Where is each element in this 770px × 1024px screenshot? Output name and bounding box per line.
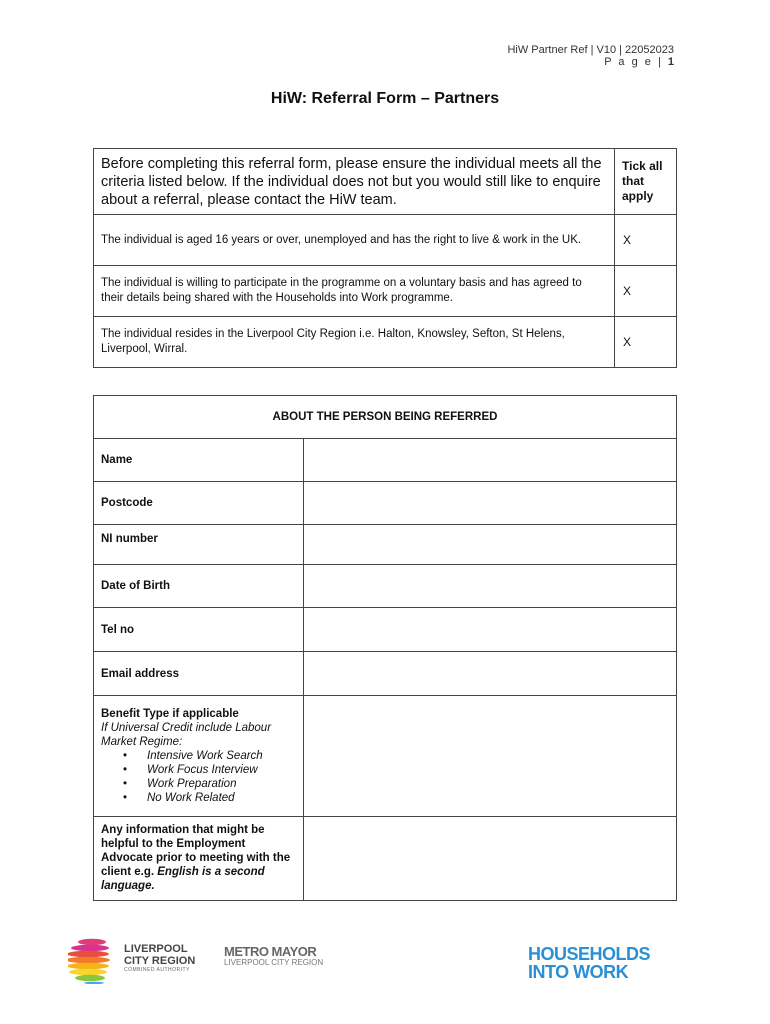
email-label: Email address: [94, 652, 304, 696]
benefit-label: [94, 696, 304, 817]
hiw-line2: INTO WORK: [528, 962, 629, 982]
lcr-logo-text: [124, 943, 195, 967]
postcode-field[interactable]: [304, 482, 677, 525]
benefit-field[interactable]: [304, 696, 677, 817]
metro-mayor-logo: METRO MAYOR: [224, 944, 317, 959]
criteria-tick[interactable]: X: [615, 215, 677, 266]
criteria-text: The individual is willing to participate in the programme on a voluntary basis and has agreed to their details being shared with the Households into Work programme.: [94, 266, 615, 317]
postcode-row: [94, 482, 677, 525]
dob-label: Date of Birth: [94, 565, 304, 608]
tick-all-header: Tick all that apply: [615, 149, 677, 215]
postcode-label: Postcode: [94, 482, 304, 525]
benefit-option: • No Work Related: [123, 791, 296, 805]
name-field[interactable]: [304, 439, 677, 482]
email-field[interactable]: [304, 652, 677, 696]
info-label: [94, 817, 304, 901]
criteria-tick[interactable]: X: [615, 317, 677, 368]
criteria-row: [94, 317, 677, 368]
criteria-row: [94, 266, 677, 317]
ni-number-field[interactable]: [304, 525, 677, 565]
info-prefix: Any information that might be helpful to the Employment Advocate prior to meeting with the client e.g.: [101, 824, 291, 878]
lcr-subtitle: COMBINED AUTHORITY: [124, 967, 190, 973]
page-number: [604, 56, 674, 68]
hiw-line1: HOUSEHOLDS: [528, 944, 651, 964]
email-row: [94, 652, 677, 696]
info-field[interactable]: [304, 817, 677, 901]
tel-field[interactable]: [304, 608, 677, 652]
criteria-row: [94, 215, 677, 266]
benefit-title: Benefit Type if applicable: [101, 708, 239, 720]
tel-row: [94, 608, 677, 652]
lcr-line2: CITY REGION: [124, 955, 196, 967]
eligibility-criteria-table: [93, 148, 677, 368]
name-row: [94, 439, 677, 482]
criteria-text: The individual resides in the Liverpool City Region i.e. Halton, Knowsley, Sefton, St Helens, Liverpool, Wirral.: [94, 317, 615, 368]
households-into-work-logo: [528, 945, 650, 981]
info-row: [94, 817, 677, 901]
tel-label: Tel no: [94, 608, 304, 652]
criteria-tick[interactable]: X: [615, 266, 677, 317]
criteria-intro: Before completing this referral form, please ensure the individual meets all the criteria listed below. If the individual does not but you would still like to enquire about a referral, please contact the HiW team.: [94, 149, 615, 215]
criteria-text: The individual is aged 16 years or over, unemployed and has the right to live & work in the UK.: [94, 215, 615, 266]
benefit-options: [101, 749, 296, 805]
benefit-option: • Work Focus Interview: [123, 763, 296, 777]
page-label: P a g e |: [604, 56, 663, 68]
criteria-header-row: [94, 149, 677, 215]
benefit-subtitle: If Universal Credit include Labour Market Regime:: [101, 722, 272, 748]
dob-field[interactable]: [304, 565, 677, 608]
info-example: English is a second language.: [101, 866, 265, 892]
section-header-row: [94, 396, 677, 439]
name-label: Name: [94, 439, 304, 482]
benefit-option: • Intensive Work Search: [123, 749, 296, 763]
form-title: HiW: Referral Form – Partners: [270, 90, 500, 107]
metro-mayor-subtitle: LIVERPOOL CITY REGION: [224, 958, 324, 967]
page-number-value: 1: [667, 56, 674, 68]
dob-row: [94, 565, 677, 608]
lcr-line1: LIVERPOOL: [124, 943, 188, 955]
liverpool-city-region-logo-icon: [68, 936, 118, 984]
document-reference: HiW Partner Ref | V10 | 22052023: [507, 44, 674, 56]
ni-number-label: NI number: [94, 525, 304, 565]
section-title: ABOUT THE PERSON BEING REFERRED: [94, 396, 677, 439]
ni-number-row: [94, 525, 677, 565]
benefit-option: • Work Preparation: [123, 777, 296, 791]
person-details-table: [93, 395, 677, 901]
footer-logos: [0, 912, 770, 1012]
benefit-row: [94, 696, 677, 817]
